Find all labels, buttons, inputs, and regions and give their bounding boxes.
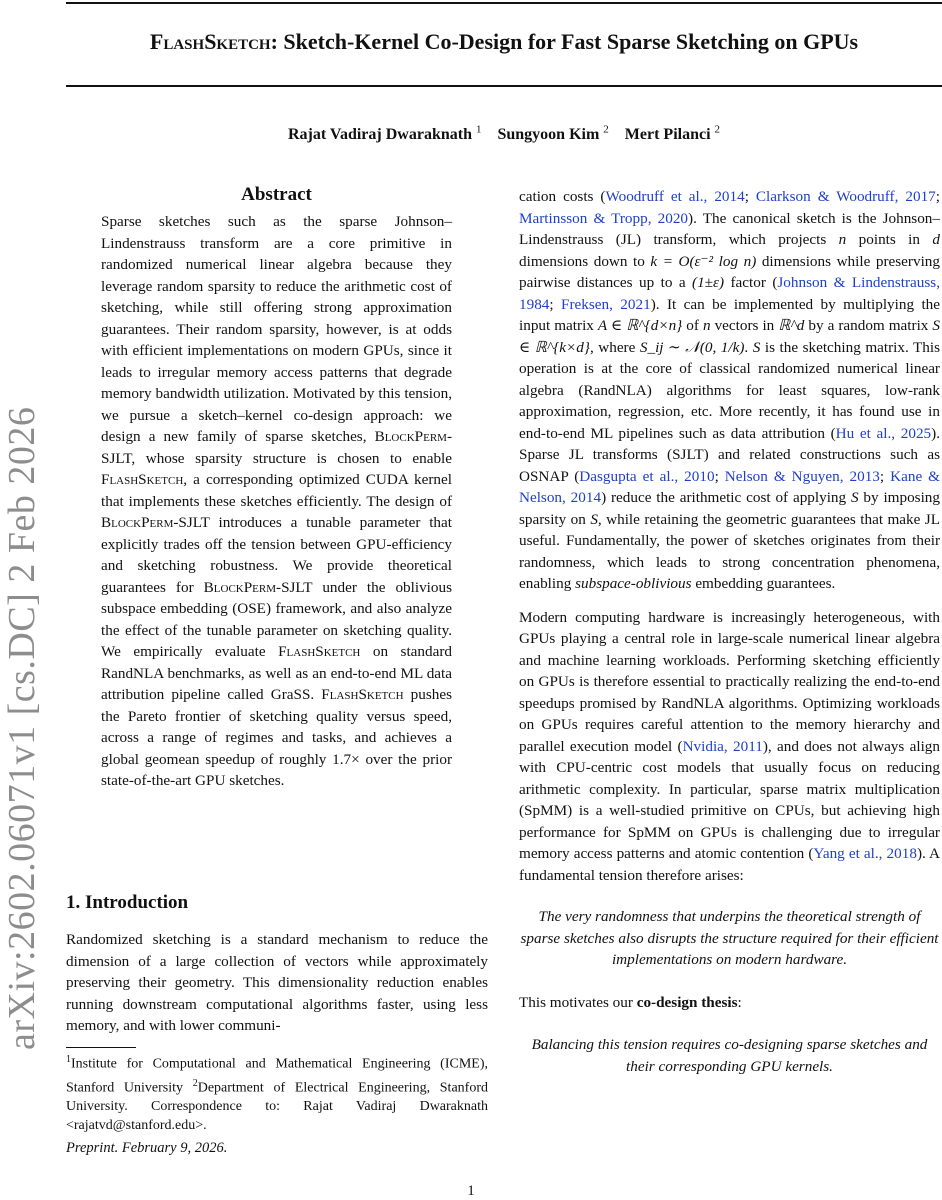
text-run: by a random matrix: [804, 317, 933, 334]
text-run: This motivates our: [519, 993, 637, 1011]
flashsketch-name: FlashSketch: [278, 643, 361, 660]
author-2-name: Sungyoon Kim: [497, 126, 600, 144]
motivation-line: [519, 992, 940, 1014]
blockperm-name: BlockPerm: [203, 578, 277, 596]
text-run: factor (: [724, 274, 778, 291]
math-inline: S: [590, 510, 598, 528]
abstract-text: -SJLT under the oblivious subspace embedding (OSE) framework, and also analyze the effect of the tunable parameter on sketching quality. We empirically evaluate: [101, 578, 452, 660]
text-run: dimensions down to: [519, 252, 651, 270]
math-inline: S_ij ∼ 𝒩(0, 1/k): [639, 338, 745, 356]
author-2: [497, 126, 608, 143]
math-inline: k = O(ε⁻² log n): [650, 252, 757, 270]
abstract-text: over the prior state-of-the-art GPU sketches.: [101, 750, 453, 789]
author-3-name: Mert Pilanci: [624, 126, 711, 144]
right-column: [519, 186, 940, 1077]
text-run: ), and does not always align with CPU-centric cost models that usually focus on reducing arithmetic complexity. In particular, sparse matrix multiplication (SpMM) is a well-studied primitive on CPUs, but achieving high performance for SpMM on GPUs is challenging due to irregular memory access patterns and atomic contention (: [519, 737, 940, 862]
citation-link[interactable]: Kane & Nelson, 2014: [519, 467, 940, 506]
text-run: ;: [935, 188, 940, 205]
author-1: [288, 126, 482, 143]
abstract-text: , a corresponding optimized CUDA kernel that implements these sketches efficiently. The design of: [101, 471, 452, 510]
text-run: cation costs (: [519, 188, 606, 205]
text-run: ). It can be implemented by multiplying the input matrix: [519, 295, 940, 334]
author-1-affil: 1: [475, 124, 482, 136]
author-1-name: Rajat Vadiraj Dwaraknath: [287, 126, 472, 144]
affiliation-footnote: [66, 1050, 488, 1135]
speedup-value: 1.7×: [332, 750, 360, 768]
intro-paragraph-1: Randomized sketching is a standard mechanism to reduce the dimension of a large collection of vectors while approximately preserving their geometry. This dimensionality reduction enables running downstream computational algorithms faster, using less memory, and with lower communi-: [66, 931, 488, 1034]
intro-paragraph-1-continued: [519, 186, 940, 595]
abstract-text: pushes the Pareto frontier of sketching quality versus speed, across a range of regimes and tasks, and achieves a global geomean speedup of roughly: [101, 686, 452, 768]
tension-quote: The very randomness that underpins the theoretical strength of sparse sketches also disrupts the structure required for their efficient implementations on modern hardware.: [520, 908, 939, 968]
text-run: ). Sparse JL transforms (SJLT) and related constructions such as OSNAP (: [519, 424, 941, 485]
text-run: by imposing sparsity on: [519, 489, 940, 528]
abstract-text: Sparse sketches such as the sparse Johnson–Lindenstrauss transform are a core primitive in randomized numerical linear algebra because they leverage random sparsity to reduce the arithmetic cost of sketching, while still offering strong approximation guarantees. Their random sparsity, however, is at odds with efficient implementations on modern GPUs, since it leads to irregular memory access patterns that degrade memory bandwidth utilization. Motivated by this tension, we pursue a sketch–kernel co-design approach: we design a new family of sparse sketches,: [101, 213, 452, 445]
blockperm-name: BlockPerm: [101, 514, 174, 531]
intro-heading: 1. Introduction: [66, 892, 189, 913]
citation-link[interactable]: Woodruff et al., 2014: [605, 188, 745, 205]
text-run: vectors in: [710, 317, 779, 334]
page-number: 1: [467, 1183, 475, 1199]
citation-link[interactable]: Clarkson & Woodruff, 2017: [755, 188, 936, 205]
abstract-text: on standard RandNLA benchmarks, as well as an end-to-end ML data attribution pipeline called GraSS.: [101, 643, 453, 703]
text-run: Modern computing hardware is increasingly heterogeneous, with GPUs playing a central role in large-scale numerical linear algebra and machine learning workloads. Performing sketching efficiently on GPUs is therefore essential to practically realizing the end-to-end speedups promised by RandNLA algorithms. Optimizing workloads on GPUs requires careful attention to the memory hierarchy and parallel execution model (: [519, 608, 940, 755]
paper-title: [66, 29, 942, 55]
footnote-text-2: Department of Electrical Engineering, Stanford University. Correspondence to: Rajat Vadiraj Dwaraknath <rajatvd@stanford.edu>.: [66, 1080, 488, 1134]
emphasis: subspace-oblivious: [575, 575, 692, 592]
text-run: embedding guarantees.: [691, 575, 836, 592]
text-run: ;: [744, 188, 756, 205]
codesign-thesis-label: co-design thesis: [636, 993, 738, 1011]
citation-link[interactable]: Nvidia, 2011: [682, 737, 763, 755]
title-rule-top: [66, 2, 942, 4]
text-run: , while retaining the geometric guarantees that make JL useful. Fundamentally, the power of sketches originates from their randomness, which leads to strong concentration phenomena, enabling: [519, 510, 940, 592]
text-run: of: [682, 317, 703, 334]
text-run: :: [737, 993, 742, 1011]
math-inline: S ∈ ℝ^{k×d}: [519, 317, 941, 356]
title-rest: : Sketch-Kernel Co-Design for Fast Sparse Sketching on GPUs: [270, 29, 859, 54]
citation-link[interactable]: Martinsson & Tropp, 2020: [519, 209, 689, 227]
citation-link[interactable]: Hu et al., 2025: [835, 424, 932, 442]
math-inline: S: [752, 338, 761, 356]
text-run: points in: [846, 231, 933, 248]
citation-link[interactable]: Dasgupta et al., 2010: [579, 467, 715, 485]
text-run: ;: [549, 295, 562, 313]
text-run: .: [744, 338, 753, 356]
citation-link[interactable]: Freksen, 2021: [561, 295, 651, 313]
abstract-text: -SJLT introduces a tunable parameter that explicitly trades off the tension between GPU-efficiency and sketching robustness. We provide theoretical guarantees for: [101, 514, 452, 596]
arxiv-stamp: arXiv:2602.06071v1 [cs.DC] 2 Feb 2026: [1, 406, 43, 1050]
text-run: ;: [714, 467, 725, 485]
flashsketch-name: FlashSketch: [101, 471, 184, 488]
text-run: is the sketching matrix. This operation is at the core of classical randomized numerical linear algebra (RandNLA) algorithms for least squares, low-rank approximation, regression, etc. More recently, it has found use in end-to-end ML pipelines such as data attribution (: [519, 338, 941, 442]
math-inline: A ∈ ℝ^{d×n}: [597, 317, 683, 334]
title-brand: FlashSketch: [149, 29, 271, 54]
author-3-affil: 2: [714, 124, 721, 136]
math-inline: ℝ^d: [778, 317, 805, 334]
abstract-text: -SJLT, whose sparsity structure is chosen to enable: [101, 428, 452, 467]
flashsketch-name: FlashSketch: [321, 686, 404, 703]
citation-link[interactable]: Yang et al., 2018: [813, 845, 917, 862]
text-run: ). The canonical sketch is the Johnson–Lindenstrauss (JL) transform, which projects: [519, 209, 940, 248]
footnote-mark-2: 2: [192, 1077, 198, 1089]
title-rule-bottom: [66, 85, 942, 87]
math-inline: n: [838, 231, 847, 248]
author-list: [66, 124, 942, 144]
codesign-quote: Balancing this tension requires co-designing sparse sketches and their corresponding GPU kernels.: [531, 1036, 928, 1075]
text-run: ) reduce the arithmetic cost of applying: [601, 489, 851, 506]
citation-link[interactable]: Johnson & Lindenstrauss, 1984: [519, 274, 940, 313]
math-inline: n: [702, 317, 711, 334]
math-inline: (1±ε): [692, 274, 725, 291]
author-3: [625, 126, 720, 143]
author-2-affil: 2: [603, 124, 609, 136]
math-inline: d: [932, 231, 940, 248]
text-run: , where: [589, 338, 640, 356]
text-run: ;: [879, 467, 891, 485]
blockperm-name: BlockPerm: [374, 428, 447, 445]
footnote-mark-1: 1: [66, 1054, 71, 1065]
footnote-text-1: Institute for Computational and Mathematical Engineering (ICME), Stanford University: [66, 1056, 488, 1096]
math-inline: S: [850, 489, 859, 506]
text-run: ). A fundamental tension therefore arises:: [519, 845, 941, 884]
abstract-body: [101, 211, 452, 792]
citation-link[interactable]: Nelson & Nguyen, 2013: [724, 467, 880, 485]
abstract-heading: Abstract: [241, 184, 312, 205]
preprint-note: Preprint. February 9, 2026.: [66, 1140, 228, 1156]
text-run: dimensions while preserving pairwise distances up to a: [519, 252, 940, 291]
footnote-rule: [66, 1047, 136, 1048]
intro-paragraph-2: [519, 607, 940, 887]
